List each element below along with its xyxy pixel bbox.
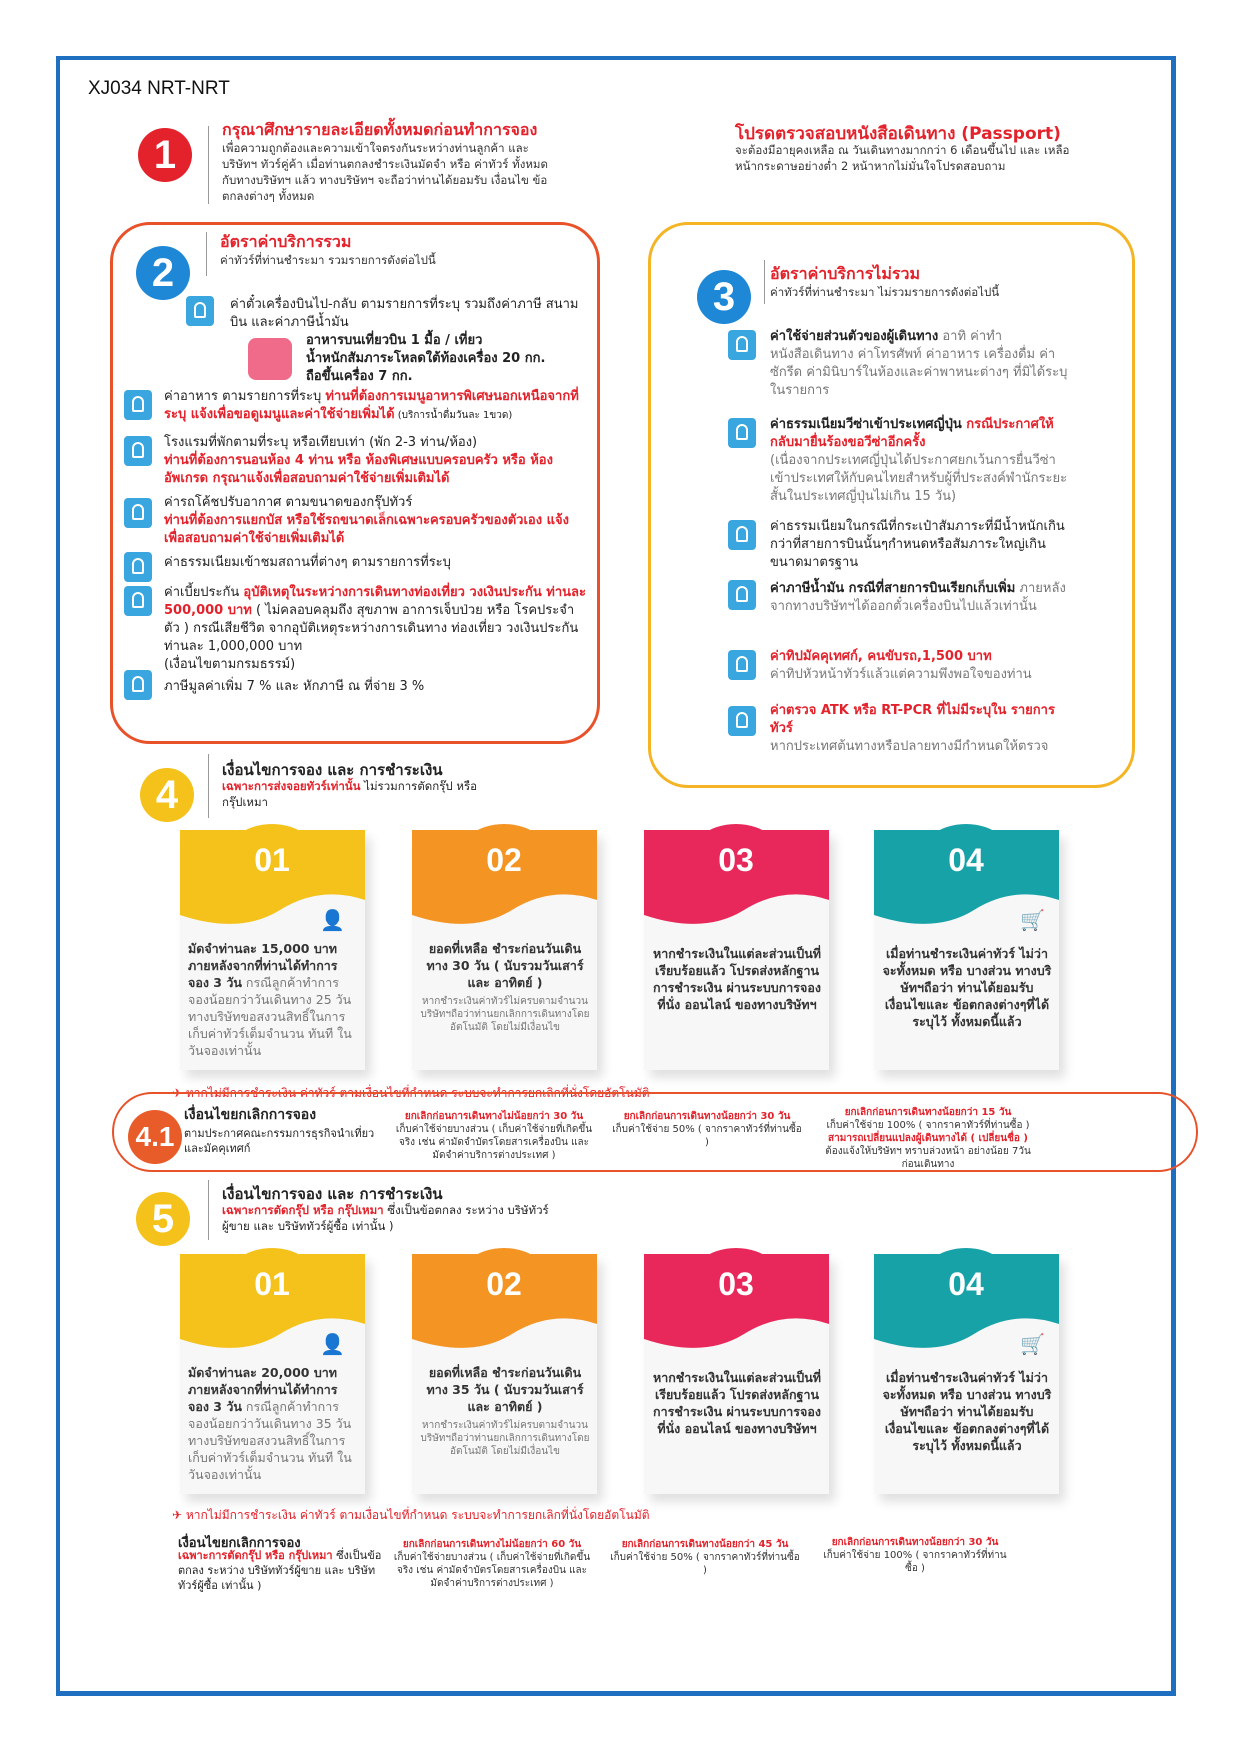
s2-food-a: ค่าอาหาร ตามรายการที่ระบุ — [164, 389, 326, 404]
user-icon — [124, 670, 152, 700]
s41-c2-red: ยกเลิกก่อนการเดินทางน้อยกว่า 30 วัน — [623, 1111, 791, 1122]
s2-entrance: ค่าธรรมเนียมเข้าชมสถานที่ต่างๆ ตามรายการที่ระบุ — [164, 555, 451, 570]
user-icon — [728, 330, 756, 360]
card-number: 03 — [686, 1248, 786, 1328]
s3-personal-a: ค่าใช้จ่ายส่วนตัวของผู้เดินทาง — [770, 329, 939, 344]
step-card — [180, 1254, 365, 1494]
card-number: 02 — [454, 1248, 554, 1328]
s2-title: อัตราค่าบริการรวม — [220, 232, 352, 251]
card-number: 03 — [686, 824, 786, 904]
s41-c3-rest2: ต้องแจ้งให้บริษัทฯ ทราบล่วงหน้า อย่างน้อย 7วัน ก่อนเดินทาง — [825, 1146, 1031, 1170]
s3-visa-c: (เนื่องจากประเทศญี่ปุ่นได้ประกาศยกเว้นการยื่นวีซ่าเข้าประเทศให้กับคนไทยสำหรับผู้ที่ประสงค์พำนักระยะสั้นในประเทศญี่ปุ่นไม่เกิน 15 วัน) — [770, 453, 1068, 504]
s5-title: เงื่อนไขการจอง และ การชำระเงิน — [222, 1185, 443, 1203]
luggage-icon — [248, 338, 292, 380]
tour-code: XJ034 NRT-NRT — [88, 78, 230, 99]
divider — [208, 754, 209, 818]
user-icon — [728, 580, 756, 610]
s5-c3-rest: เก็บค่าใช้จ่าย 100% ( จากราคาทัวร์ที่ท่านซื้อ ) — [823, 1550, 1007, 1574]
cart-icon: 🛒 — [1020, 908, 1045, 932]
divider — [208, 126, 209, 204]
s4-note: ✈ หากไม่มีการชำระเงิน ค่าทัวร์ ตามเงื่อนไขที่กำหนด ระบบจะทำการยกเลิกที่นั่งโดยอัตโนมัติ — [172, 1086, 650, 1100]
s3-personal-b: อาทิ ค่าทำหนังสือเดินทาง ค่าโทรศัพท์ ค่าอาหาร เครื่องดื่ม ค่าซักรีด ค่ามินิบาร์ในห้องและค่าพาหนะต่างๆ ที่มิได้ระบุในรายการ — [770, 329, 1068, 398]
passport-title: โปรดตรวจสอบหนังสือเดินทาง (Passport) — [735, 124, 1061, 144]
s2-food-c: (บริการน้ำดื่มวันละ 1ขวด) — [394, 410, 513, 421]
s3-atk-b: หากประเทศต้นทางหรือปลายทางมีกำหนดให้ตรวจ — [770, 739, 1049, 754]
card-number: 01 — [222, 824, 322, 904]
s1-body: เพื่อความถูกต้องและความเข้าใจตรงกันระหว่างท่านลูกค้า และ บริษัทฯ ทัวร์คู่ค้า เมื่อท่านตกลงชำระเงินมัดจำ หรือ ค่าทัวร์ ทั้งหมดกับทางบริษัทฯ แล้ว ทางบริษัทฯ จะถือว่าท่านได้ยอมรับ เงื่อนไข ข้อตกลงต่างๆ ทั้งหมด — [222, 141, 548, 203]
s2-ins-b: อุบัติเหตุในระหว่างการเดินทางท่องเที่ยว วงเงินประกัน ท่านละ 500,000 บาท — [164, 585, 586, 618]
card-subtext: หากชำระเงินค่าทัวร์ไม่ครบตามจำนวน บริษัทฯถือว่าท่านยกเลิกการเดินทางโดยอัตโนมัติ โดยไม่มีเงื่อนไข — [420, 996, 590, 1033]
card-text: เมื่อท่านชำระเงินค่าทัวร์ ไม่ว่าจะทั้งหมด หรือ บางส่วน ทางบริษัทฯถือว่า ท่านได้ยอมรับเงื่อนไขและ ข้อตกลงต่างๆที่ได้ระบุไว้ ทั้งหมดนี้แล้ว — [882, 1370, 1052, 1453]
s5-c2-red: ยกเลิกก่อนการเดินทางน้อยกว่า 45 วัน — [621, 1539, 789, 1550]
person-icon: 👤 — [320, 1332, 345, 1356]
card-text: ยอดที่เหลือ ชำระก่อนวันเดินทาง 35 วัน ( นับรวมวันเสาร์ และ อาทิตย์ ) — [426, 1365, 584, 1414]
s2-bus-a: ค่ารถโค้ชปรับอากาศ ตามขนาดของกรุ๊ปทัวร์ — [164, 495, 413, 510]
s5-cancel-rest: ซึ่งเป็นข้อตกลง ระหว่าง บริษัททัวร์ผู้ขาย และ บริษัททัวร์ผู้ซื้อ เท่านั้น ) — [178, 1549, 382, 1592]
s3-fuel-b: ภายหลังจากทางบริษัทฯได้ออกตั๋วเครื่องบินไปแล้วเท่านั้น — [770, 581, 1066, 614]
s5-c2-rest: เก็บค่าใช้จ่าย 50% ( จากราคาทัวร์ที่ท่านซื้อ ) — [610, 1552, 800, 1576]
s5-c1-red: ยกเลิกก่อนการเดินทางไม่น้อยกว่า 60 วัน — [402, 1539, 582, 1550]
section-number-5: 5 — [136, 1192, 190, 1246]
s41-c2-rest: เก็บค่าใช้จ่าย 50% ( จากราคาทัวร์ที่ท่านซื้อ ) — [612, 1124, 802, 1148]
s2-baggage: น้ำหนักสัมภาระโหลดใต้ท้องเครื่อง 20 กก. — [306, 351, 546, 366]
person-icon: 👤 — [320, 908, 345, 932]
user-icon — [124, 586, 152, 616]
s4-sub-rest: ไม่รวมการตัดกรุ๊ป หรือ กรุ๊ปเหมา — [222, 779, 478, 809]
s2-hotel-b: ท่านที่ต้องการนอนห้อง 4 ท่าน หรือ ห้องพิเศษแบบครอบครัว หรือ ห้องอัพเกรด กรุณาแจ้งเพื่อสอบถามค่าใช้จ่ายเพิ่มเติมได้ — [164, 453, 553, 486]
card-text: หากชำระเงินในแต่ละส่วนเป็นที่เรียบร้อยแล้ว โปรดส่งหลักฐาน การชำระเงิน ผ่านระบบการจอง ที่นั่ง ออนไลน์ ของทางบริษัทฯ — [652, 1370, 822, 1436]
s2-ins-a: ค่าเบี้ยประกัน — [164, 585, 244, 600]
s3-atk-a: ค่าตรวจ ATK หรือ RT-PCR ที่ไม่มีระบุใน รายการทัวร์ — [770, 703, 1055, 736]
s3-visa-a: ค่าธรรมเนียมวีซ่าเข้าประเทศญี่ปุ่น — [770, 417, 967, 432]
s3-visa-b: กรณีประกาศให้กลับมายื่นร้องขอวีซ่าอีกครั้ง — [770, 417, 1054, 450]
card-number: 01 — [222, 1248, 322, 1328]
step-card — [644, 1254, 829, 1494]
s3-fuel-a: ค่าภาษีน้ำมัน กรณีที่สายการบินเรียกเก็บเพิ่ม — [770, 581, 1016, 596]
step-card — [874, 830, 1059, 1070]
card-text: หากชำระเงินในแต่ละส่วนเป็นที่เรียบร้อยแล้ว โปรดส่งหลักฐาน การชำระเงิน ผ่านระบบการจอง ที่นั่ง ออนไลน์ ของทางบริษัทฯ — [652, 946, 822, 1012]
user-icon — [728, 706, 756, 736]
user-icon — [124, 498, 152, 528]
s4-title: เงื่อนไขการจอง และ การชำระเงิน — [222, 761, 443, 779]
section-number-2: 2 — [136, 246, 190, 300]
section-number-4-1: 4.1 — [128, 1110, 182, 1164]
divider — [208, 1180, 209, 1240]
card-number: 04 — [916, 1248, 1016, 1328]
user-icon — [728, 418, 756, 448]
s2-ins-c: ( ไม่คลอบคลุมถึง สุขภาพ อาการเจ็บป่วย หรือ โรคประจำตัว ) กรณีเสียชีวิต จากอุบัติเหตุระหว่างการเดินทาง ท่องเที่ยว วงเงินประกันท่านละ 1,000,000 บาท — [164, 603, 579, 654]
user-icon — [124, 436, 152, 466]
user-icon — [728, 650, 756, 680]
s41-c3-rest: เก็บค่าใช้จ่าย 100% ( จากราคาทัวร์ที่ท่านซื้อ ) — [826, 1120, 1030, 1131]
s5-note-text: หากไม่มีการชำระเงิน ค่าทัวร์ ตามเงื่อนไขที่กำหนด ระบบจะทำการยกเลิกที่นั่งโดยอัตโนมัติ — [185, 1508, 650, 1522]
s1-title: กรุณาศึกษารายละเอียดทั้งหมดก่อนทำการจอง — [222, 120, 538, 139]
s41-c3-red2: สามารถเปลี่ยนแปลงผู้เดินทางได้ ( เปลี่ยนชื่อ ) — [828, 1133, 1028, 1144]
card-text: มัดจำท่านละ 15,000 บาท ภายหลังจากที่ท่านได้ทำการ จอง 3 วัน — [188, 941, 338, 990]
card-text: เมื่อท่านชำระเงินค่าทัวร์ ไม่ว่าจะทั้งหมด หรือ บางส่วน ทางบริษัทฯถือว่า ท่านได้ยอมรับเงื่อนไขและ ข้อตกลงต่างๆที่ได้ระบุไว้ ทั้งหมดนี้แล้ว — [882, 946, 1052, 1029]
user-icon — [124, 552, 152, 582]
user-icon — [124, 390, 152, 420]
s5-c1-rest: เก็บค่าใช้จ่ายบางส่วน ( เก็บค่าใช้จ่ายที่เกิดขึ้นจริง เช่น ค่ามัดจำบัตรโดยสารเครื่องบิน และ มัดจำค่าบริการต่างประเทศ ) — [393, 1552, 591, 1589]
s2-hotel-a: โรงแรมที่พักตามที่ระบุ หรือเทียบเท่า (พัก 2-3 ท่าน/ห้อง) — [164, 435, 478, 450]
s2-flight: ค่าตั๋วเครื่องบินไป-กลับ ตามรายการที่ระบุ รวมถึงค่าภาษี สนามบิน และค่าภาษีน้ำมัน — [230, 297, 579, 330]
s41-sub: ตามประกาศคณะกรรมการธุรกิจนำเที่ยว และมัคคุเทศก์ — [184, 1127, 375, 1155]
s41-c1-rest: เก็บค่าใช้จ่ายบางส่วน ( เก็บค่าใช้จ่ายที่เกิดขึ้นจริง เช่น ค่ามัดจำบัตรโดยสารเครื่องบิน และ มัดจำค่าบริการต่างประเทศ ) — [395, 1124, 593, 1161]
s3-tip-b: ค่าทิปหัวหน้าทัวร์แล้วแต่ความพึงพอใจของท่าน — [770, 667, 1032, 682]
s2-bus-b: ท่านที่ต้องการแยกบัส หรือใช้รถขนาดเล็กเฉพาะครอบครัวของตัวเอง แจ้งเพื่อสอบถามค่าใช้จ่ายเพิ่มเติมได้ — [164, 513, 569, 546]
card-number: 04 — [916, 824, 1016, 904]
s2-vat: ภาษีมูลค่าเพิ่ม 7 % และ หักภาษี ณ ที่จ่าย 3 % — [164, 679, 425, 694]
s5-note: ✈ หากไม่มีการชำระเงิน ค่าทัวร์ ตามเงื่อนไขที่กำหนด ระบบจะทำการยกเลิกที่นั่งโดยอัตโนมัติ — [172, 1508, 650, 1522]
card-subtext: กรณีลูกค้าทำการจองน้อยกว่าวันเดินทาง 35 วัน ทางบริษัทขอสงวนสิทธิ์ในการเก็บค่าทัวร์เต็มจำนวน ทันที ในวันจองเท่านั้น — [188, 1399, 352, 1482]
s5-c3-red: ยกเลิกก่อนการเดินทางน้อยกว่า 30 วัน — [831, 1537, 999, 1548]
s3-tip-a: ค่าทิปมัคคุเทศก์, คนขับรถ,1,500 บาท — [770, 649, 992, 664]
s41-title: เงื่อนไขยกเลิกการจอง — [184, 1107, 317, 1123]
s2-meal-onboard: อาหารบนเที่ยวบิน 1 มื้อ / เที่ยว — [306, 333, 483, 348]
s2-subtitle: ค่าทัวร์ที่ท่านชำระมา รวมรายการดังต่อไปนี้ — [220, 253, 436, 267]
s5-sub-rest: ซึ่งเป็นข้อตกลง ระหว่าง บริษัทัวร์ผู้ขาย และ บริษัททัวร์ผู้ซื้อ เท่านั้น ) — [222, 1203, 549, 1233]
card-text: ยอดที่เหลือ ชำระก่อนวันเดินทาง 30 วัน ( นับรวมวันเสาร์ และ อาทิตย์ ) — [426, 941, 584, 990]
user-icon — [728, 520, 756, 550]
user-icon — [186, 296, 214, 326]
passport-body: จะต้องมีอายุคงเหลือ ณ วันเดินทางมากกว่า 6 เดือนขึ้นไป และ เหลือหน้ากระดาษอย่างต่ำ 2 หน้าหากไม่มั่นใจโปรดสอบถาม — [735, 143, 1070, 173]
s4-sub-red: เฉพาะการส่งจอยทัวร์เท่านั้น — [222, 779, 361, 793]
s41-c3-red: ยกเลิกก่อนการเดินทางน้อยกว่า 15 วัน — [844, 1107, 1012, 1118]
section-number-1: 1 — [138, 128, 192, 182]
step-card — [874, 1254, 1059, 1494]
s4-note-text: หากไม่มีการชำระเงิน ค่าทัวร์ ตามเงื่อนไขที่กำหนด ระบบจะทำการยกเลิกที่นั่งโดยอัตโนมัติ — [185, 1086, 650, 1100]
s2-ins-d: (เงื่อนไขตามกรมธรรม์) — [164, 657, 296, 672]
step-card — [180, 830, 365, 1070]
cart-icon: 🛒 — [1020, 1332, 1045, 1356]
s2-food-b: ท่านที่ต้องการเมนูอาหารพิเศษนอกเหนือจากที่ระบุ แจ้งเพื่อขอดูเมนูและค่าใช้จ่ายเพิ่มได้ — [164, 389, 579, 422]
s5-cancel-red: เฉพาะการตัดกรุ๊ป หรือ กรุ๊ปเหมา — [178, 1549, 333, 1562]
s2-carryon: ถือขึ้นเครื่อง 7 กก. — [306, 369, 413, 384]
card-number: 02 — [454, 824, 554, 904]
card-subtext: กรณีลูกค้าทำการจองน้อยกว่าวันเดินทาง 25 วัน ทางบริษัทขอสงวนสิทธิ์ในการเก็บค่าทัวร์เต็มจำนวน ทันที ในวันจองเท่านั้น — [188, 975, 352, 1058]
step-card — [412, 1254, 597, 1494]
card-text: มัดจำท่านละ 20,000 บาท ภายหลังจากที่ท่านได้ทำการ จอง 3 วัน — [188, 1365, 338, 1414]
s5-cancel-title: เงื่อนไขยกเลิกการจอง — [178, 1536, 301, 1551]
section-number-4: 4 — [140, 768, 194, 822]
step-card — [412, 830, 597, 1070]
divider — [206, 232, 207, 276]
s3-overweight: ค่าธรรมเนียมในกรณีที่กระเป๋าสัมภาระที่มีน้ำหนักเกินกว่าที่สายการบินนั้นๆกำหนดหรือสัมภาระใหญ่เกินขนาดมาตรฐาน — [770, 519, 1065, 570]
divider — [764, 260, 765, 304]
step-card — [644, 830, 829, 1070]
s3-subtitle: ค่าทัวร์ที่ท่านชำระมา ไม่รวมรายการดังต่อไปนี้ — [770, 285, 1000, 299]
section-number-3: 3 — [697, 270, 751, 324]
s41-c1-red: ยกเลิกก่อนการเดินทางไม่น้อยกว่า 30 วัน — [404, 1111, 584, 1122]
s5-sub-red: เฉพาะการตัดกรุ๊ป หรือ กรุ๊ปเหมา — [222, 1203, 384, 1217]
card-subtext: หากชำระเงินค่าทัวร์ไม่ครบตามจำนวน บริษัทฯถือว่าท่านยกเลิกการเดินทางโดยอัตโนมัติ โดยไม่มีเงื่อนไข — [420, 1420, 590, 1457]
s3-title: อัตราค่าบริการไม่รวม — [770, 264, 920, 283]
